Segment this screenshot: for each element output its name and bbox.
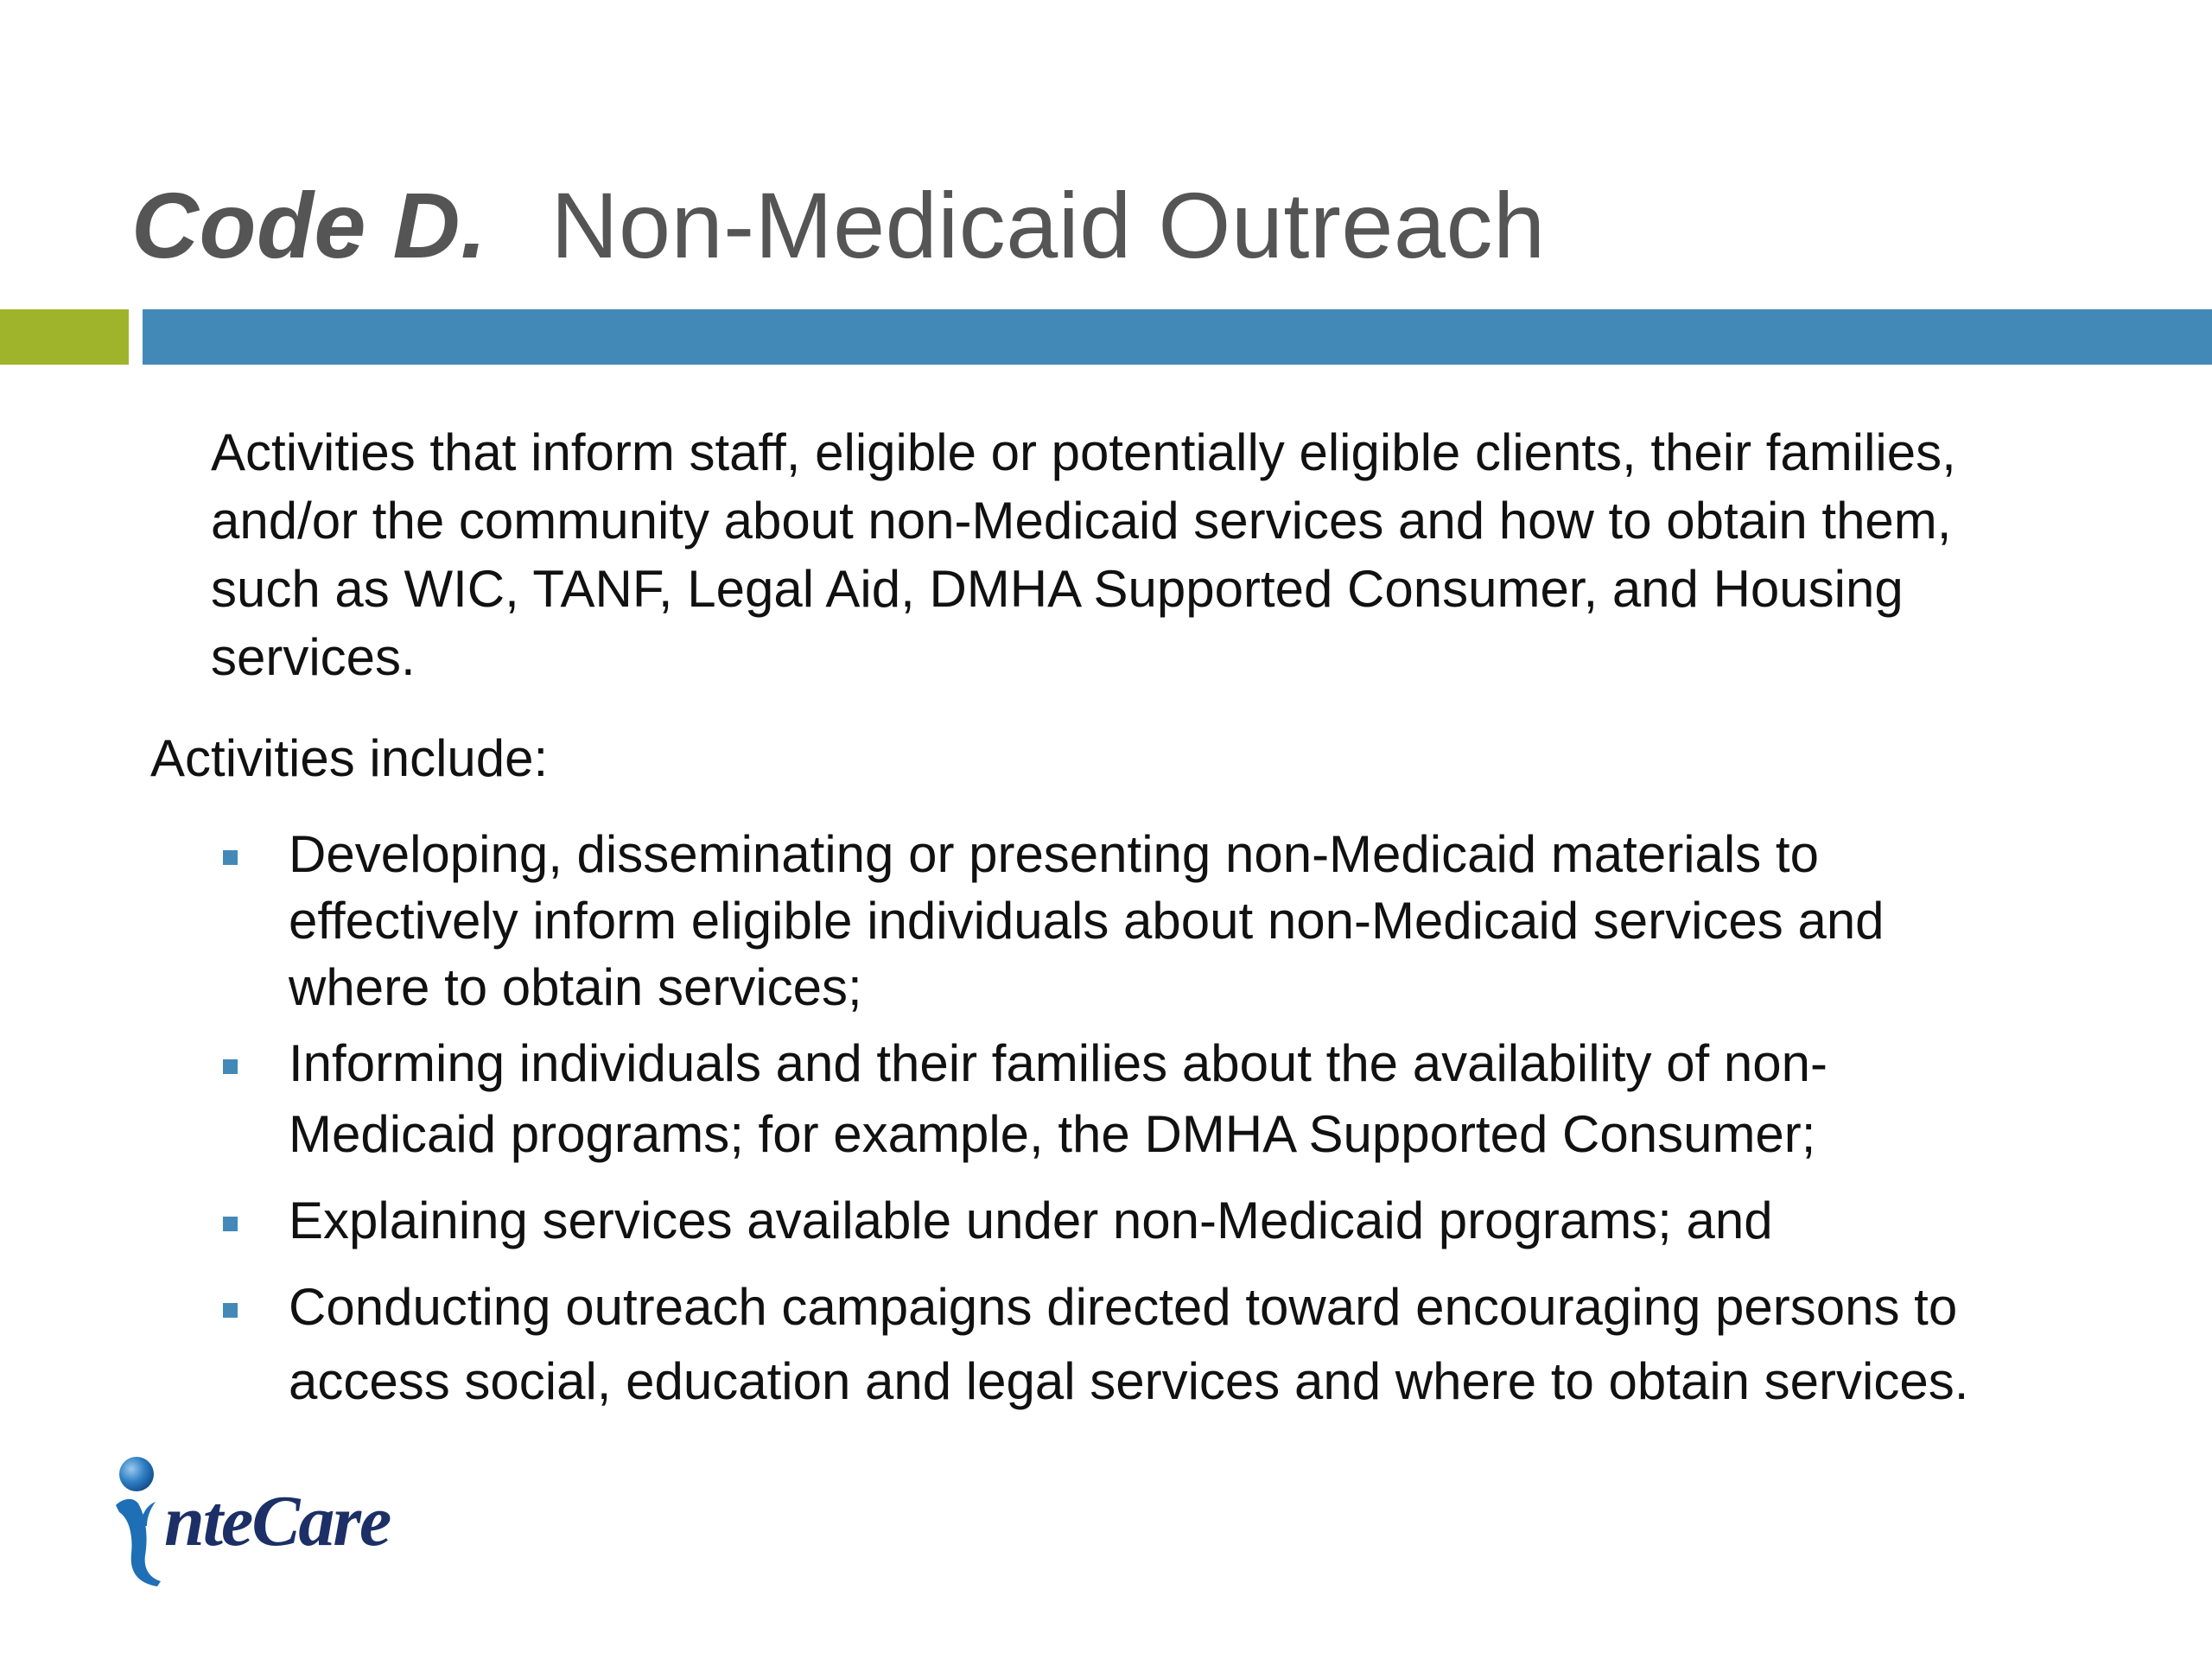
title-name: Non-Medicaid Outreach (550, 173, 1546, 277)
bullet-text: Explaining services available under non-Medicaid programs; and (289, 1192, 1773, 1249)
slide-title (131, 169, 1546, 282)
bullet-marker-icon (223, 1217, 238, 1231)
accent-bar-blue (143, 309, 2212, 365)
bullet-text: Informing individuals and their families about the availability of non-Medicaid programs; for example, the DMHA Supported Consumer; (289, 1034, 1827, 1163)
logo-wordmark: nteCare (164, 1481, 391, 1561)
logo-figure-body (116, 1499, 161, 1586)
bullet-text: Developing, disseminating or presenting non-Medicaid materials to effectively inform eligible individuals about non-Medicaid services and where to obtain services; (289, 825, 1885, 1016)
accent-bar-green (0, 309, 129, 365)
intro-paragraph: Activities that inform staff, eligible or potentially eligible clients, their families, and/or the community about non-Medicaid services and how to obtain them, such as WIC, TANF, Legal Aid, DMHA Supported Consumer, and Housing services. (211, 423, 1956, 686)
title-code: Code D. (131, 173, 487, 277)
bullet-marker-icon (223, 1303, 238, 1318)
intecare-logo (111, 1452, 439, 1590)
bullet-marker-icon (223, 1059, 238, 1074)
logo-figure-head (119, 1457, 154, 1491)
bullet-marker-icon (223, 850, 238, 865)
bullet-text: Conducting outreach campaigns directed toward encouraging persons to access social, education and legal services and where to obtain services. (289, 1278, 1969, 1410)
activities-include-label: Activities include: (150, 729, 549, 787)
